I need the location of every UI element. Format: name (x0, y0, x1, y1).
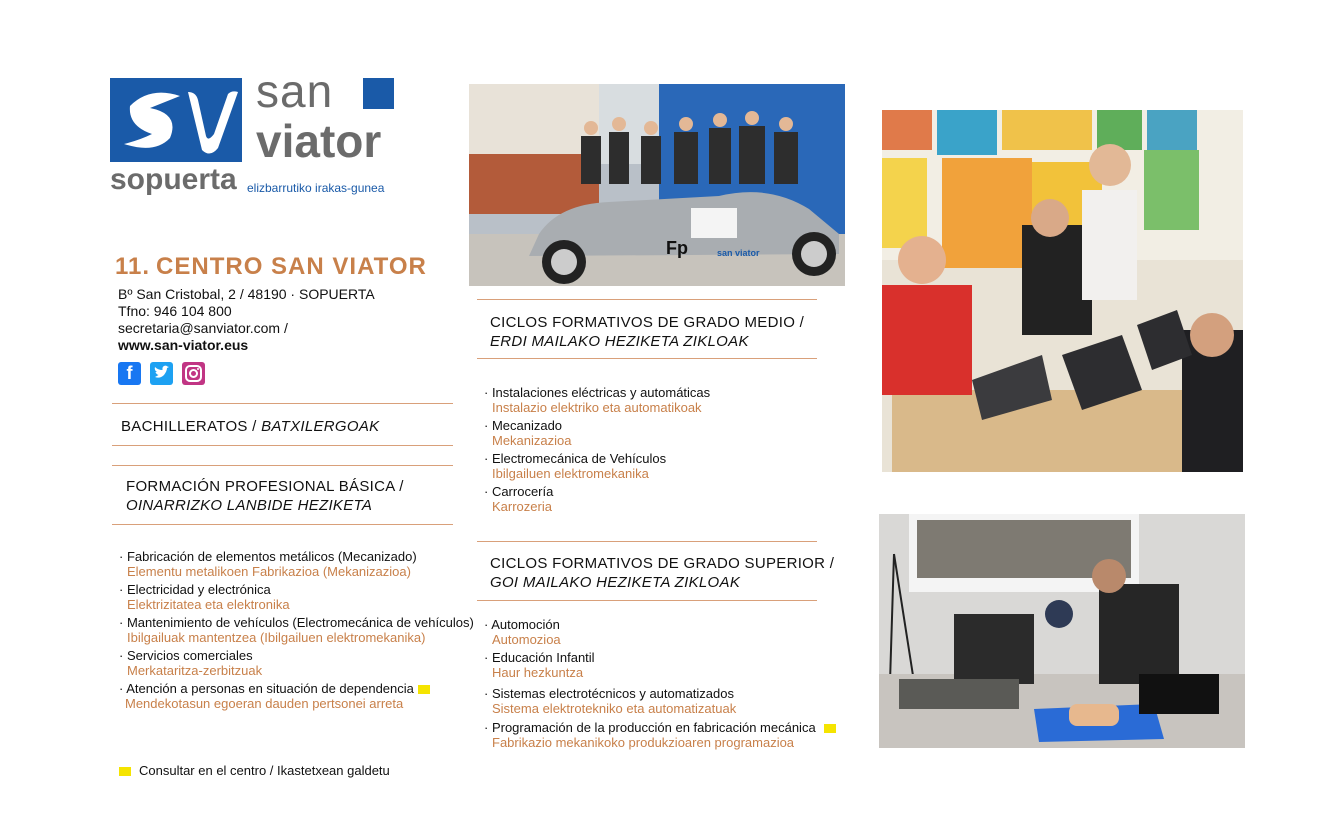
photo-first-aid-training (879, 514, 1245, 748)
list-item-sub: Elementu metalikoen Fabrikazioa (Mekanizazioa) (127, 564, 411, 579)
legend-mark (119, 767, 131, 776)
instagram-icon[interactable] (182, 362, 205, 385)
consult-mark (824, 724, 836, 733)
center-address: Bº San Cristobal, 2 / 48190 · SOPUERTA (118, 286, 375, 302)
superior-heading-eu: GOI MAILAKO HEZIKETA ZIKLOAK (490, 574, 741, 591)
facebook-icon[interactable]: f (118, 362, 141, 385)
list-item-sub: Mekanizazioa (492, 433, 572, 448)
center-name: CENTRO SAN VIATOR (156, 253, 427, 280)
fpb-list (119, 549, 474, 711)
divider (112, 403, 453, 404)
divider (477, 358, 817, 359)
legend-text: Consultar en el centro / Ikastetxean galdetu (139, 763, 390, 778)
list-item: · Carrocería (484, 484, 554, 499)
consult-mark (418, 685, 430, 694)
divider (477, 299, 817, 300)
car-label: Fp (666, 238, 688, 258)
divider (112, 524, 453, 525)
list-item-sub: Karrozeria (492, 499, 552, 514)
list-item: · Instalaciones eléctricas y automáticas (484, 385, 711, 400)
list-item-sub: Automozioa (492, 632, 561, 647)
list-item-sub: Ibilgailuen elektromekanika (492, 466, 649, 481)
list-item: · Electricidad y electrónica (119, 582, 271, 597)
superior-heading-es: CICLOS FORMATIVOS DE GRADO SUPERIOR / (490, 555, 835, 572)
list-item: · Mecanizado (484, 418, 563, 433)
list-item-sub: Fabrikazio mekanikoko produkzioaren programazioa (492, 735, 795, 750)
list-item: · Sistemas electrotécnicos y automatizados (484, 686, 734, 701)
center-web[interactable]: www.san-viator.eus (118, 337, 249, 353)
logo-sv-icon (110, 78, 242, 162)
car-brand: san viator (717, 248, 760, 258)
center-email[interactable]: secretaria@sanviator.com / (118, 320, 288, 336)
fpb-heading-eu: OINARRIZKO LANBIDE HEZIKETA (126, 497, 373, 514)
divider (112, 465, 453, 466)
medio-heading-eu: ERDI MAILAKO HEZIKETA ZIKLOAK (490, 333, 749, 350)
divider (112, 445, 453, 446)
list-item-sub: Mendekotasun egoeran dauden pertsonei arreta (125, 696, 404, 711)
logo-tagline: elizbarrutiko irakas-gunea (247, 181, 385, 195)
list-item-sub: Haur hezkuntza (492, 665, 584, 680)
logo-sopuerta-text: sopuerta (110, 163, 237, 196)
list-item: · Programación de la producción en fabricación mecánica (484, 720, 836, 735)
twitter-icon[interactable] (150, 362, 173, 385)
center-number: 11. (115, 253, 151, 280)
list-item: · Servicios comerciales (119, 648, 253, 663)
list-item: · Mantenimiento de vehículos (Electromecánica de vehículos) (119, 615, 474, 630)
photo-classroom-laptops (882, 110, 1243, 472)
logo-mark (110, 78, 242, 162)
logo-san-text: san (256, 65, 334, 117)
list-item: · Educación Infantil (484, 650, 595, 665)
divider (477, 541, 817, 542)
list-item: · Electromecánica de Vehículos (484, 451, 667, 466)
superior-list (484, 617, 836, 750)
list-item-sub: Elektrizitatea eta elektronika (127, 597, 290, 612)
list-item-sub: Ibilgailuak mantentzea (Ibilgailuen elektromekanika) (127, 630, 426, 645)
center-phone: Tfno: 946 104 800 (118, 303, 232, 319)
list-item-sub: Instalazio elektriko eta automatikoak (492, 400, 702, 415)
list-item-sub: Sistema elektrotekniko eta automatizatuak (492, 701, 737, 716)
logo-square (363, 78, 394, 109)
medio-list (484, 385, 710, 514)
medio-heading-es: CICLOS FORMATIVOS DE GRADO MEDIO / (490, 314, 805, 331)
center-title (115, 253, 427, 281)
fpb-heading-es: FORMACIÓN PROFESIONAL BÁSICA / (126, 478, 404, 495)
logo-viator-text: viator (256, 115, 382, 167)
photo-team-car (469, 84, 845, 286)
list-item-sub: Merkataritza-zerbitzuak (127, 663, 263, 678)
list-item: · Atención a personas en situación de dependencia (119, 681, 474, 696)
list-item: · Fabricación de elementos metálicos (Mecanizado) (119, 549, 417, 564)
list-item: · Automoción (484, 617, 560, 632)
divider (477, 600, 817, 601)
bachillerato-heading: BACHILLERATOS / BATXILERGOAK (121, 418, 380, 435)
